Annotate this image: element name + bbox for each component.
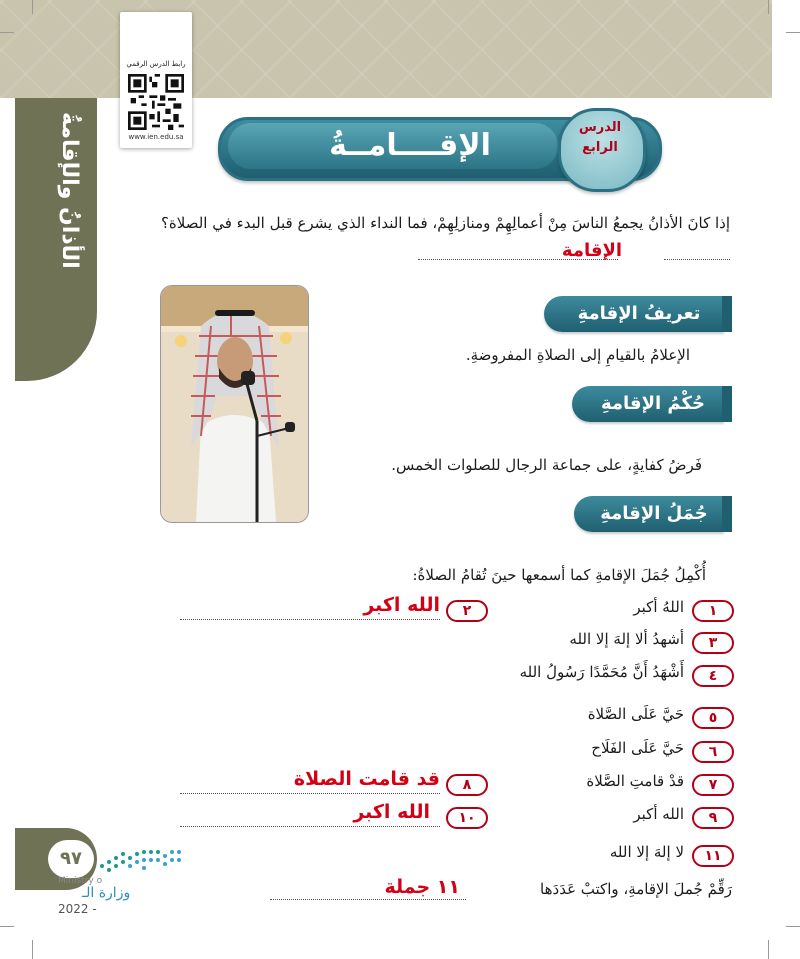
phrase-item: قدْ قامتِ الصَّلاة: [586, 772, 684, 790]
crop-mark: [0, 926, 14, 927]
phrase-item: لا إلهَ إلا الله: [609, 843, 684, 861]
heading-cap: [722, 296, 732, 332]
item-number: ٨: [446, 774, 488, 796]
qr-card[interactable]: [120, 12, 192, 148]
phrase-answer: الله اكبر: [363, 594, 440, 616]
item-number: ٢: [446, 600, 488, 622]
count-prompt: رَقِّمْ جُملَ الإقامةِ، واكتبْ عَدَدَها: [540, 880, 732, 898]
answer-line: [180, 792, 440, 794]
definition-text: الإعلامُ بالقيامِ إلى الصلاةِ المفروضةِ.: [465, 346, 690, 364]
phrases-instruction: أُكْمِلُ جُمَلَ الإقامةِ كما أسمعها حينَ تُقامُ الصلاةُ:: [412, 566, 706, 584]
phrase-item: اللهُ أكبر: [633, 598, 684, 616]
definition-heading: تعريفُ الإقامةِ: [577, 303, 701, 324]
phrase-item: الله أكبر: [633, 805, 684, 823]
ministry-subtitle: Ministry o: [58, 876, 103, 886]
item-number: ٥: [692, 707, 734, 729]
qr-label: رابط الدرس الرقمي: [126, 60, 186, 68]
phrases-heading: جُمَلُ الإقامةِ: [600, 503, 708, 524]
qr-code-icon[interactable]: [128, 74, 184, 130]
item-number: ١: [692, 600, 734, 622]
count-answer: ١١ جملة: [384, 876, 460, 898]
phrase-item: حَيَّ عَلَى الفَلَاح: [591, 739, 684, 757]
page-number: ٩٧: [60, 848, 82, 869]
crop-mark: [0, 32, 14, 33]
crop-mark: [768, 940, 769, 959]
item-number: ١٠: [446, 807, 488, 829]
item-number: ٤: [692, 665, 734, 687]
answer-line: [180, 825, 440, 827]
ruling-text: فَرضُ كفايةٍ، على جماعة الرجال للصلوات الخمس.: [391, 456, 702, 474]
header-decoration: [0, 0, 772, 98]
item-number: ٣: [692, 632, 734, 654]
phrase-item: أَشْهَدُ أَنَّ مُحَمَّدًا رَسُولُ الله: [519, 663, 684, 681]
heading-cap: [722, 496, 732, 532]
lesson-title: الإقــــامــةُ: [329, 128, 491, 163]
ministry-name: وزارة الـ: [82, 885, 131, 901]
crop-mark: [768, 0, 769, 14]
answer-line: [664, 258, 730, 260]
item-number: ٧: [692, 774, 734, 796]
ruling-heading: حُكْمُ الإقامةِ: [600, 393, 705, 414]
muadhin-photo: [160, 285, 309, 523]
item-number: ٩: [692, 807, 734, 829]
qr-url-link[interactable]: www.ien.edu.sa: [128, 133, 184, 141]
phrase-item: حَيَّ عَلَى الصَّلاة: [587, 705, 684, 723]
item-number: ٦: [692, 741, 734, 763]
crop-mark: [32, 940, 33, 959]
intro-question: إذا كانَ الأذانُ يجمعُ الناسَ مِنْ أعمالِهِمْ ومنازلِهِمْ، فما النداء الذي يشرع قبل البدء في الصلاة؟: [160, 214, 730, 232]
ministry-logo-icon: [96, 846, 186, 876]
phrase-answer: قد قامت الصلاة: [293, 768, 440, 790]
answer-line: [180, 618, 440, 620]
crop-mark: [32, 0, 33, 14]
crop-mark: [786, 926, 800, 927]
lesson-badge-label: الدرس الرابع: [578, 120, 622, 155]
heading-cap: [722, 386, 732, 422]
intro-answer: الإقامة: [561, 240, 623, 261]
ministry-year: 2022 -: [58, 902, 97, 916]
unit-title: الأذانُ والإقامةُ: [57, 111, 82, 269]
phrase-item: أشهدُ ألا إلهَ إلا الله: [569, 630, 684, 648]
item-number: ١١: [692, 845, 734, 867]
crop-mark: [786, 32, 800, 33]
answer-line: [270, 898, 466, 900]
phrase-answer: الله اكبر: [353, 801, 430, 823]
